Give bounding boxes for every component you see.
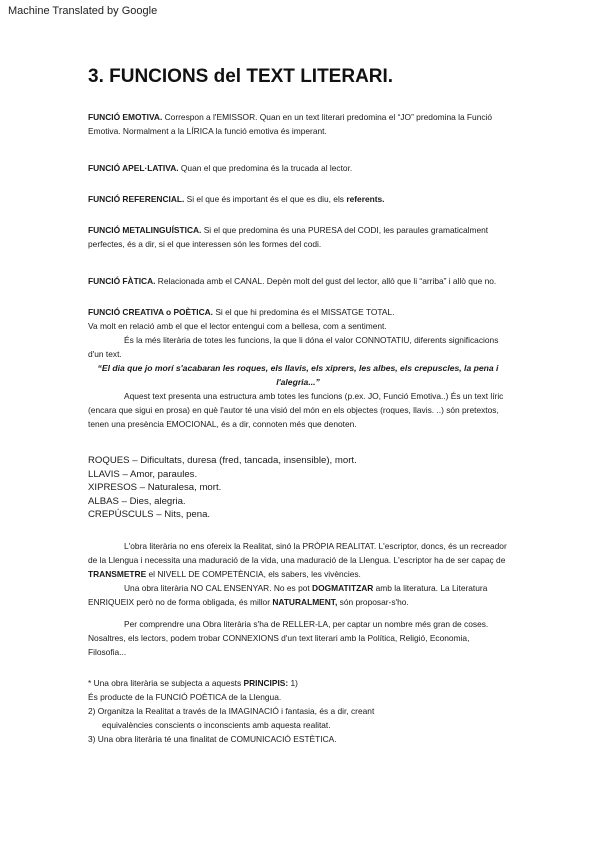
translation-note: Machine Translated by Google: [8, 5, 158, 17]
list-item: ALBAS – Dies, alegria.: [88, 495, 186, 507]
apellativa-text: Quan el que predomina és la trucada al lector.: [178, 163, 353, 173]
referencial-bold-end: referents.: [346, 194, 385, 204]
obra1-text2: el NIVELL DE COMPETÈNCIA, els sabers, les vivències.: [146, 568, 361, 579]
creativa-line3: És la més literària de totes les funcions, la que li dóna el valor CONNOTATIU, diferents significacions d'un text.: [88, 335, 499, 359]
list-item: XIPRESOS – Naturalesa, mort.: [88, 482, 222, 493]
creativa-label: FUNCIÓ CREATIVA o POÈTICA.: [88, 307, 214, 317]
obra1-text: L'obra literària no ens ofereix la Realitat, sinó la PRÒPIA REALITAT. L'escriptor, doncs, és un recreador de la Llengua i necessita una maduració de la vida, una maduració de la Llengua. L'escriptor ha de ser capaç de: [88, 540, 507, 565]
list-item: CREPÚSCULS – Nits, pena.: [88, 509, 211, 520]
metalinguistica-paragraph: [88, 223, 508, 251]
emotiva-text: Correspon a l'EMISSOR. Quan en un text literari predomina el “JO” predomina la Funció Emotiva. Normalment a la LÍRICA la funció emotiva és imperant.: [88, 112, 493, 136]
creativa-paragraph: [88, 305, 508, 319]
obra2-text: Una obra literària NO CAL ENSENYAR. No es pot: [124, 582, 313, 593]
symbol-list: [88, 454, 508, 522]
obra-paragraph-3: Per comprendre una Obra literària s'ha de RELLER-LA, per captar un nombre més gran de coses. Nosaltres, els lectors, podem trobar CONNEXIONS d'un text literari amb la Política, Religió, Economia, Filosofia...: [88, 618, 489, 657]
creativa-line2: Va molt en relació amb el que el lector entengui com a bellesa, com a sentiment.: [88, 321, 387, 331]
principis-line3: 3) Una obra literària té una finalitat de COMUNICACIÓ ESTÈTICA.: [88, 733, 337, 744]
principis-line2b: equivalències conscients o inconscients amb aquesta realitat.: [102, 719, 331, 730]
list-item: ROQUES – Dificultats, duresa (fred, tancada, insensible), mort.: [88, 455, 357, 466]
fatica-text: Relacionada amb el CANAL. Depèn molt del gust del lector, allò que li “arriba” i allò que no.: [155, 276, 497, 286]
poetic-quote: “El dia que jo morí s'acabaran les roques, els llavis, els xiprers, les albes, els crepuscles, la pena i l'alegria...”: [97, 363, 499, 387]
referencial-label: FUNCIÓ REFERENCIAL.: [88, 194, 185, 204]
obra2-text3: són proposar-s'ho.: [337, 596, 409, 607]
principis-line2a: 2) Organitza la Realitat a través de la IMAGINACIÓ i fantasia, és a dir, creant: [88, 705, 375, 716]
document-body: [88, 110, 508, 746]
principis-intro-text: * Una obra literària se subjecta a aquests: [88, 677, 244, 688]
fatica-paragraph: [88, 274, 508, 288]
obra-paragraph-2: [88, 581, 508, 609]
obra2-text2: amb la literatura. La Literatura ENRIQUEIX però no de forma obligada, és millor: [88, 582, 488, 607]
obra-paragraph-1: [88, 539, 508, 581]
metalinguistica-label: FUNCIÓ METALINGUÍSTICA.: [88, 225, 202, 235]
emotiva-paragraph: [88, 110, 508, 138]
obra2-bold2: NATURALMENT,: [272, 596, 338, 607]
referencial-text: Si el que és important és el que es diu, els: [184, 194, 347, 204]
list-item: LLAVIS – Amor, paraules.: [88, 468, 198, 480]
principis-line1: És producte de la FUNCIÓ POÈTICA de la Llengua.: [88, 691, 282, 702]
principis-bold: PRINCIPIS:: [243, 677, 289, 688]
page-title: 3. FUNCIONS del TEXT LITERARI.: [88, 66, 394, 87]
obra2-bold: DOGMATITZAR: [312, 582, 374, 593]
obra1-bold: TRANSMETRE: [88, 568, 147, 579]
creativa-line4: Aquest text presenta una estructura amb totes les funcions (p.ex. JO, Funció Emotiva..) És un text líric (encara que sigui en prosa) en què l'autor té una visió del món en els objectes (roques, llavis. ..) són pretextos, tenen una presència EMOCIONAL, és a dir, connoten més que denoten.: [88, 391, 504, 429]
referencial-paragraph: [88, 192, 508, 206]
fatica-label: FUNCIÓ FÀTICA.: [88, 276, 156, 286]
metalinguistica-text: Si el que predomina és una PURESA del CODI, les paraules gramaticalment perfectes, és a dir, si el que interessen són les formes del codi.: [88, 225, 489, 249]
creativa-text: Si el que hi predomina és el MISSATGE TOTAL.: [213, 307, 395, 317]
principis-intro-end: 1): [288, 677, 298, 688]
apellativa-paragraph: [88, 161, 508, 175]
principis-intro: [88, 676, 508, 690]
apellativa-label: FUNCIÓ APEL·LATIVA.: [88, 163, 179, 173]
emotiva-label: FUNCIÓ EMOTIVA.: [88, 112, 163, 122]
